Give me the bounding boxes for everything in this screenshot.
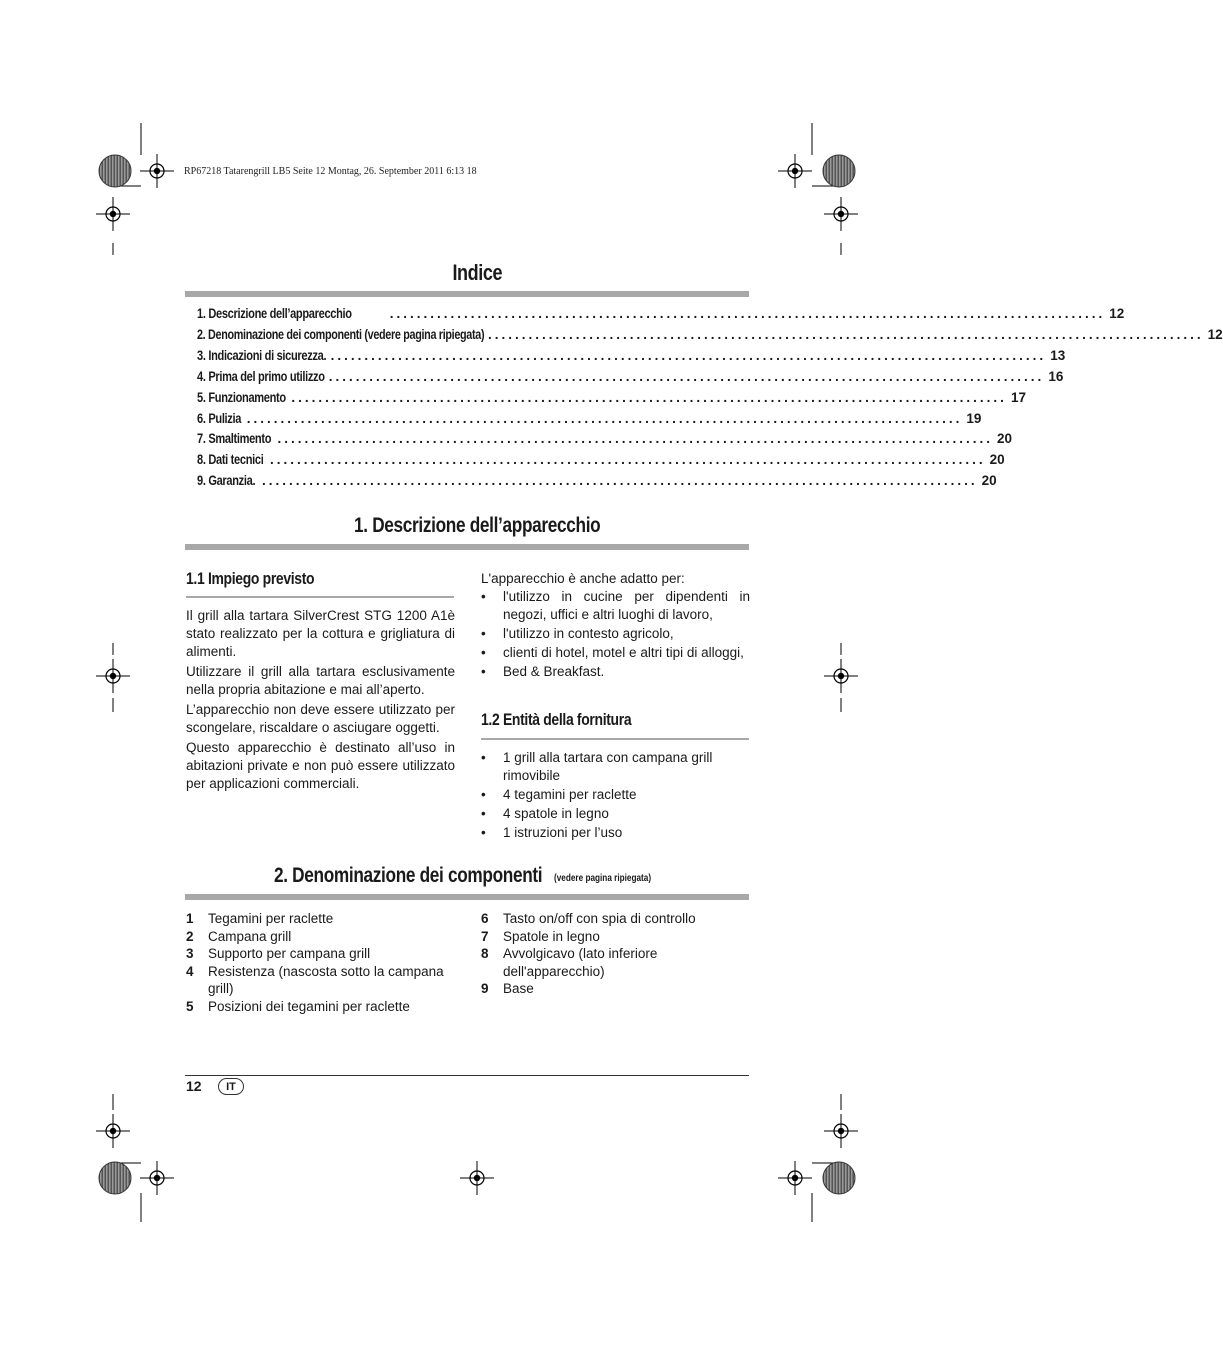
- subsection-1-2-rule: [481, 738, 749, 740]
- toc-label: 8. Dati tecnici: [197, 452, 264, 467]
- toc-label: 5. Funzionamento: [197, 390, 286, 405]
- suitable-list: [481, 588, 750, 681]
- index-rule: [185, 291, 749, 297]
- component-name: Resistenza (nascosta sotto la campana grill): [208, 963, 444, 996]
- component-item: [481, 980, 749, 998]
- toc-page: 20: [981, 473, 997, 488]
- supply-list-block: [481, 749, 743, 843]
- component-number: 3: [186, 946, 194, 961]
- toc-page: 19: [966, 411, 982, 426]
- component-name: Posizioni dei tegamini per raclette: [208, 998, 410, 1014]
- component-item: [481, 910, 749, 928]
- toc-row[interactable]: [197, 411, 982, 431]
- toc-leader: ..........................................................................................................: [277, 431, 994, 446]
- toc-row[interactable]: [197, 327, 1223, 347]
- toc-leader: ..........................................................................................................: [262, 473, 978, 488]
- toc-leader: ..........................................................................................................: [488, 327, 1204, 342]
- toc-row[interactable]: [197, 431, 1013, 451]
- section1-rule: [185, 544, 749, 550]
- component-item: [186, 998, 454, 1016]
- toc-leader: ..........................................................................................................: [291, 390, 1007, 405]
- components-left: [186, 910, 454, 1015]
- section2-rule: [185, 894, 749, 900]
- components-right: [481, 910, 749, 998]
- list-item: • l'utilizzo in cucine per dipendenti in negozi, uffici e altri luoghi di lavoro,: [481, 588, 750, 624]
- toc-label: 2. Denominazione dei componenti (vedere pagina ripiegata): [197, 327, 485, 342]
- component-name: Spatole in legno: [503, 928, 600, 944]
- toc-page: 12: [1109, 306, 1125, 321]
- section2-title: 2. Denominazione dei componenti: [274, 864, 543, 887]
- footer-rule: [185, 1075, 749, 1076]
- section1-title: 1. Descrizione dell’apparecchio: [353, 514, 601, 537]
- component-item: [481, 945, 749, 980]
- component-number: 5: [186, 998, 194, 1014]
- component-number: 1: [186, 911, 194, 926]
- list-item: • l'utilizzo in contesto agricolo,: [481, 625, 750, 643]
- paragraph: Utilizzare il grill alla tartara esclusivamente nella propria abitazione e mai all’aperto.: [186, 664, 455, 697]
- paragraph: Questo apparecchio è destinato all’uso in abitazioni private e non può essere utilizzato per applicazioni commerciali.: [186, 740, 455, 791]
- toc-row[interactable]: [197, 348, 1066, 368]
- list-item: • 4 spatole in legno: [481, 805, 743, 823]
- component-item: [481, 928, 749, 946]
- toc-row[interactable]: [197, 452, 1005, 472]
- toc-page: 13: [1050, 348, 1066, 363]
- toc-leader: ..........................................................................................................: [246, 411, 963, 426]
- subsection-1-1-title: 1.1 Impiego previsto: [186, 569, 315, 588]
- component-name: Tasto on/off con spia di controllo: [503, 911, 696, 926]
- paragraph: Il grill alla tartara SilverCrest STG 1200 A1è stato realizzato per la cottura e grigliatura di alimenti.: [186, 608, 455, 659]
- toc-label: 6. Pulizia: [197, 411, 242, 426]
- list-item: • clienti di hotel, motel e altri tipi di alloggi,: [481, 644, 750, 662]
- component-item: [186, 945, 454, 963]
- toc-leader: ..........................................................................................................: [330, 348, 1047, 363]
- toc-label: 7. Smaltimento: [197, 431, 272, 446]
- toc-label: 9. Garanzia.: [197, 473, 256, 488]
- suitable-intro: L'apparecchio è anche adatto per:: [481, 571, 685, 586]
- language-badge: IT: [218, 1078, 244, 1095]
- component-item: [186, 910, 454, 928]
- print-header: RP67218 Tatarengrill LB5 Seite 12 Montag, 26. September 2011 6:13 18: [184, 166, 477, 177]
- toc-leader: ..........................................................................................................: [270, 452, 986, 467]
- toc-label: 4. Prima del primo utilizzo: [197, 369, 325, 384]
- component-number: 8: [481, 946, 489, 961]
- toc-label: 3. Indicazioni di sicurezza.: [197, 348, 327, 363]
- toc-page: 17: [1010, 390, 1026, 405]
- section2-title-note: (vedere pagina ripiegata): [554, 873, 652, 884]
- suitable-for-block: [481, 570, 750, 682]
- subsection-1-1-rule: [186, 596, 454, 598]
- component-number: 6: [481, 911, 489, 926]
- toc-row[interactable]: [197, 390, 1026, 410]
- toc-row[interactable]: [197, 369, 1064, 389]
- subsection-1-2-title: 1.2 Entità della fornitura: [481, 710, 632, 729]
- component-name: Supporto per campana grill: [208, 946, 371, 961]
- supply-list: [481, 749, 743, 842]
- toc-row[interactable]: [197, 306, 1125, 326]
- toc-row[interactable]: [197, 473, 997, 493]
- component-item: [186, 928, 454, 946]
- component-name: Campana grill: [208, 928, 292, 944]
- toc-page: 12: [1207, 327, 1223, 342]
- component-name: Base: [503, 981, 534, 996]
- component-number: 7: [481, 928, 489, 944]
- toc-page: 20: [989, 452, 1005, 467]
- toc-page: 16: [1048, 369, 1064, 384]
- paragraph: L’apparecchio non deve essere utilizzato per scongelare, riscaldare o asciugare oggetti.: [186, 702, 455, 735]
- intended-use-text: [186, 607, 455, 793]
- toc-page: 20: [997, 431, 1013, 446]
- component-name: Avvolgicavo (lato inferiore dell'apparecchio): [503, 946, 658, 979]
- component-name: Tegamini per raclette: [208, 911, 334, 926]
- component-number: 4: [186, 963, 194, 979]
- component-number: 9: [481, 981, 489, 996]
- index-title: Indice: [452, 260, 502, 285]
- list-item: • 4 tegamini per raclette: [481, 786, 743, 804]
- toc-leader: ..........................................................................................................: [389, 306, 1106, 321]
- toc-leader: ..........................................................................................................: [328, 369, 1045, 384]
- toc-label: 1. Descrizione dell’apparecchio: [197, 306, 352, 321]
- list-item: • Bed & Breakfast.: [481, 663, 750, 681]
- list-item: • 1 istruzioni per l’uso: [481, 824, 743, 842]
- component-number: 2: [186, 928, 194, 944]
- list-item: • 1 grill alla tartara con campana grill rimovibile: [481, 749, 743, 785]
- component-item: [186, 963, 454, 998]
- page-number: 12: [186, 1078, 202, 1094]
